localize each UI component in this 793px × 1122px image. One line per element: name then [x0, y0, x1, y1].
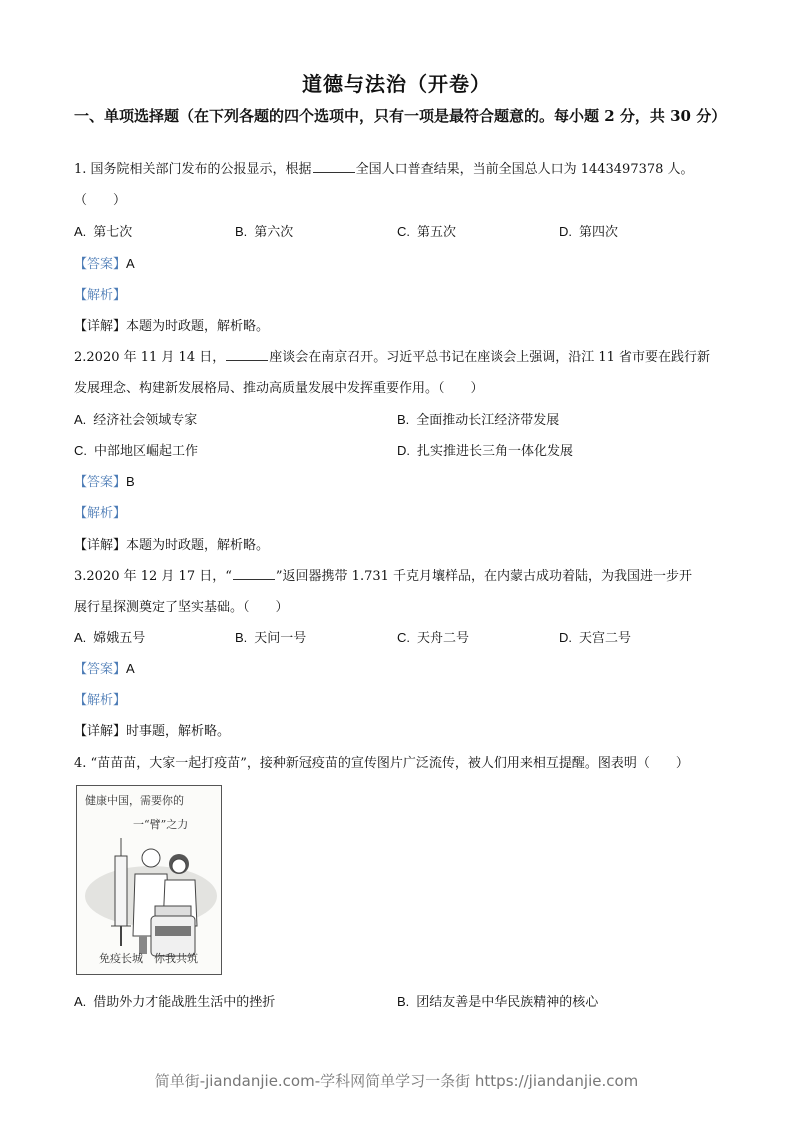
poster-caption-bottom: 免疫长城 你我共筑	[99, 952, 198, 965]
option-c	[397, 221, 456, 240]
analysis-label: 【解析】	[74, 693, 127, 708]
question-text: 2020 年 11 月 14 日，	[86, 350, 226, 365]
question-text: “苗苗苗，大家一起打疫苗”，接种新冠疫苗的宣传图片广泛流传，被人们用来相互提醒。图表明（ ）	[90, 756, 689, 771]
option-letter: D.	[559, 224, 572, 239]
page-title: 道德与法治（开卷）	[302, 72, 491, 96]
option-letter: A.	[74, 630, 87, 645]
question-2-line2: 发展理念、构建新发展格局、推动高质量发展中发挥重要作用。（ ）	[74, 381, 484, 396]
question-text: ”返回器携带 1.731 千克月壤样品，在内蒙古成功着陆，为我国进一步开	[275, 569, 693, 584]
answer-value: A	[126, 661, 135, 676]
question-text: 国务院相关部门发布的公报显示，根据	[90, 162, 312, 177]
detail-line	[74, 534, 269, 553]
option-text: 经济社会领域专家	[93, 413, 198, 428]
doctors-syringe-illustration	[77, 786, 221, 974]
option-text: 第四次	[579, 225, 619, 240]
option-text: 天问一号	[254, 631, 307, 646]
option-letter: B.	[235, 630, 248, 645]
answer-line	[74, 658, 135, 677]
analysis-line	[74, 284, 126, 303]
option-letter: B.	[235, 224, 248, 239]
option-letter: A.	[74, 224, 87, 239]
option-letter: B.	[397, 994, 410, 1009]
detail-text: 本题为时政题，解析略。	[126, 538, 270, 553]
answer-label: 【答案】	[74, 257, 127, 272]
option-text: 借助外力才能战胜生活中的挫折	[93, 995, 276, 1010]
fill-blank	[226, 350, 268, 361]
option-letter: C.	[397, 630, 410, 645]
option-b	[397, 409, 559, 428]
analysis-line	[74, 689, 126, 708]
answer-line	[74, 471, 135, 490]
detail-label: 【详解】	[74, 319, 127, 334]
option-a	[74, 221, 132, 240]
option-text: 团结友善是中华民族精神的核心	[416, 995, 599, 1010]
question-text: 全国人口普查结果，当前全国总人口为 1443497378 人。	[355, 162, 694, 177]
detail-text: 本题为时政题，解析略。	[126, 319, 270, 334]
option-d	[559, 221, 618, 240]
question-3-stem	[74, 565, 692, 584]
question-2-stem	[74, 346, 710, 365]
answer-paren: （ ）	[74, 193, 127, 208]
option-text: 第五次	[417, 225, 457, 240]
option-b	[235, 221, 293, 240]
option-b	[235, 627, 306, 646]
section-heading: 一、单项选择题（在下列各题的四个选项中，只有一项是最符合题意的。每小题 2 分，共 30 分）	[74, 107, 727, 125]
option-letter: A.	[74, 412, 87, 427]
option-text: 全面推动长江经济带发展	[416, 413, 560, 428]
question-number: 2.	[74, 350, 87, 365]
option-text: 嫦娥五号	[93, 631, 146, 646]
option-a	[74, 409, 197, 428]
answer-value: B	[126, 474, 135, 489]
question-1-stem	[74, 158, 694, 177]
option-letter: C.	[397, 224, 410, 239]
vaccine-poster-image	[76, 785, 222, 975]
poster-caption-top: 健康中国，需要你的	[85, 794, 184, 807]
answer-value: A	[126, 256, 135, 271]
option-a	[74, 627, 145, 646]
analysis-label: 【解析】	[74, 506, 127, 521]
option-d	[397, 440, 573, 459]
option-a	[74, 991, 275, 1010]
detail-line	[74, 720, 230, 739]
option-text: 第六次	[254, 225, 294, 240]
detail-text: 时事题，解析略。	[126, 724, 231, 739]
analysis-line	[74, 502, 126, 521]
option-c	[397, 627, 469, 646]
poster-caption-middle: 一“臂”之力	[133, 818, 189, 831]
question-4-stem	[74, 752, 689, 771]
option-letter: B.	[397, 412, 410, 427]
answer-line	[74, 253, 135, 272]
option-letter: D.	[559, 630, 572, 645]
option-text: 天舟二号	[417, 631, 470, 646]
question-3-line2: 展行星探测奠定了坚实基础。（ ）	[74, 600, 289, 615]
option-letter: D.	[397, 443, 410, 458]
fill-blank	[313, 162, 355, 173]
option-text: 扎实推进长三角一体化发展	[417, 444, 574, 459]
detail-label: 【详解】	[74, 724, 127, 739]
option-text: 第七次	[93, 225, 133, 240]
option-text: 天宫二号	[579, 631, 632, 646]
option-c	[74, 440, 198, 459]
option-d	[559, 627, 631, 646]
option-letter: C.	[74, 443, 87, 458]
analysis-label: 【解析】	[74, 288, 127, 303]
question-number: 1.	[74, 162, 87, 177]
question-text: 座谈会在南京召开。习近平总书记在座谈会上强调，沿江 11 省市要在践行新	[269, 350, 711, 365]
footer-watermark: 简单街-jiandanjie.com-学科网简单学习一条街 https://jiandanjie.com	[154, 1072, 639, 1090]
option-letter: A.	[74, 994, 87, 1009]
detail-line	[74, 315, 269, 334]
fill-blank	[233, 569, 275, 580]
detail-label: 【详解】	[74, 538, 127, 553]
option-b	[397, 991, 598, 1010]
option-text: 中部地区崛起工作	[94, 444, 199, 459]
question-text: 2020 年 12 月 17 日，“	[86, 569, 232, 584]
answer-label: 【答案】	[74, 662, 127, 677]
question-number: 3.	[74, 569, 87, 584]
answer-label: 【答案】	[74, 475, 127, 490]
question-number: 4.	[74, 756, 87, 771]
